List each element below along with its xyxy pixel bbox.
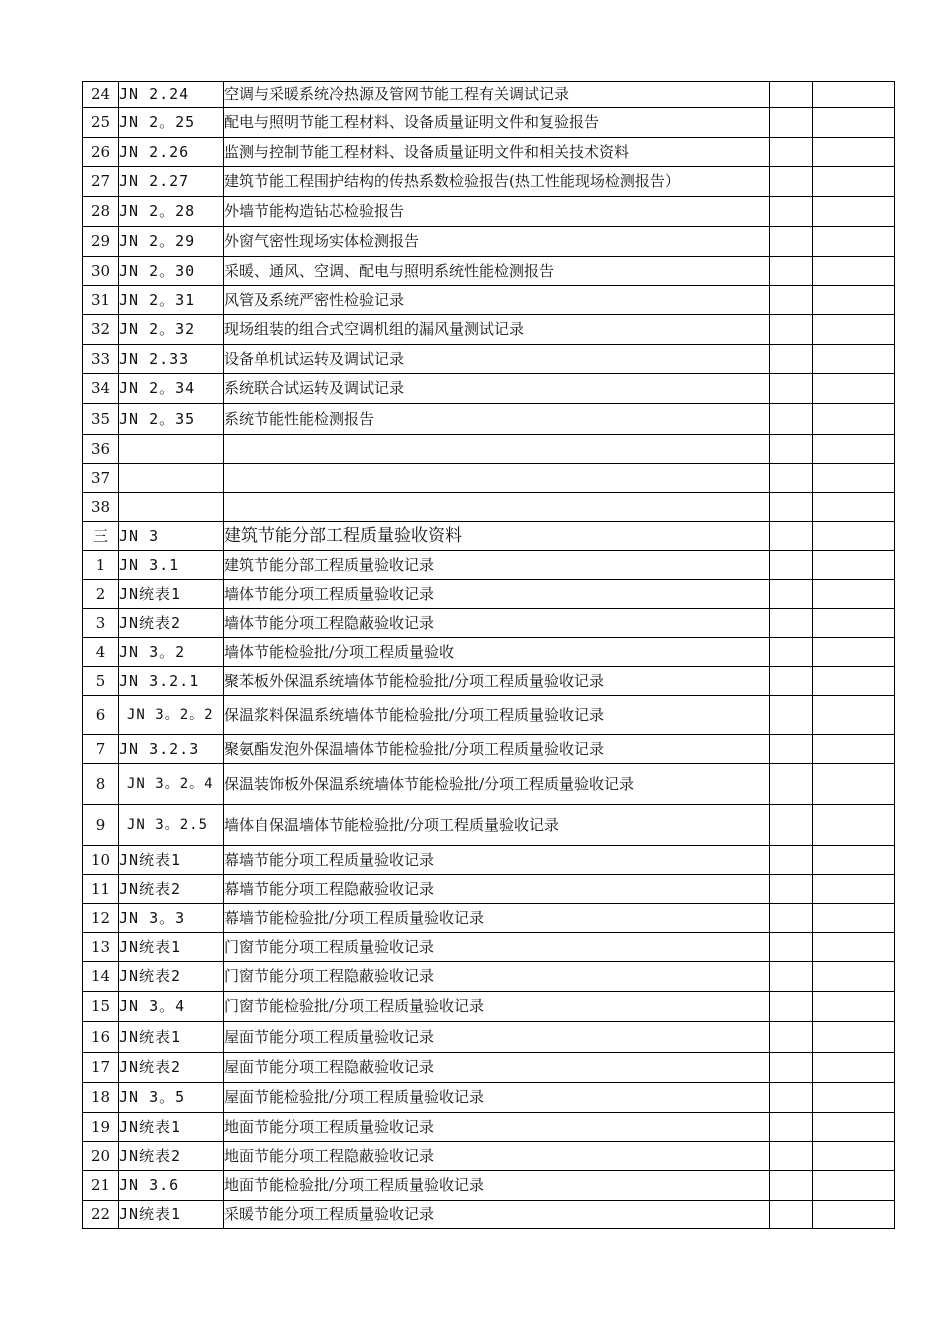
document-title-cell: 空调与采暖系统冷热源及管网节能工程有关调试记录 [224, 82, 770, 108]
row-number-cell: 16 [83, 1022, 119, 1053]
empty-cell [770, 805, 813, 846]
table-row [83, 138, 895, 167]
row-number-cell: 31 [83, 286, 119, 315]
empty-cell [770, 404, 813, 435]
row-number-cell: 三 [83, 522, 119, 551]
table-row [83, 933, 895, 962]
row-number-cell: 36 [83, 435, 119, 464]
table-row [83, 580, 895, 609]
row-number-cell: 33 [83, 345, 119, 374]
empty-cell [813, 696, 895, 735]
form-code-cell: JN 3。4 [119, 992, 224, 1022]
empty-cell [770, 875, 813, 904]
document-index-table [82, 81, 895, 1229]
empty-cell [813, 345, 895, 374]
form-code-cell: JN 2.24 [119, 82, 224, 108]
form-code-cell: JN统表1 [119, 580, 224, 609]
table-row [83, 638, 895, 667]
empty-cell [770, 1083, 813, 1113]
form-code-cell: JN统表1 [119, 1113, 224, 1142]
document-title-cell: 外窗气密性现场实体检测报告 [224, 227, 770, 257]
document-title-cell: 门窗节能分项工程隐蔽验收记录 [224, 962, 770, 992]
row-number-cell: 9 [83, 805, 119, 846]
empty-cell [813, 227, 895, 257]
empty-cell [813, 764, 895, 805]
empty-cell [813, 962, 895, 992]
row-number-cell: 15 [83, 992, 119, 1022]
document-title-cell: 墙体节能分项工程隐蔽验收记录 [224, 609, 770, 638]
empty-cell [770, 82, 813, 108]
document-title-cell: 墙体节能分项工程质量验收记录 [224, 580, 770, 609]
empty-cell [813, 1022, 895, 1053]
table-row [83, 875, 895, 904]
empty-cell [813, 805, 895, 846]
table-row [83, 962, 895, 992]
row-number-cell: 8 [83, 764, 119, 805]
form-code-cell: JN 3。2。4 [119, 764, 224, 805]
row-number-cell: 5 [83, 667, 119, 696]
row-number-cell: 11 [83, 875, 119, 904]
form-code-cell: JN统表1 [119, 846, 224, 875]
empty-cell [813, 167, 895, 197]
empty-cell [813, 992, 895, 1022]
document-title-cell: 门窗节能检验批/分项工程质量验收记录 [224, 992, 770, 1022]
empty-cell [813, 933, 895, 962]
table-row [83, 667, 895, 696]
empty-cell [813, 493, 895, 522]
form-code-cell: JN统表1 [119, 933, 224, 962]
table-row [83, 82, 895, 108]
form-code-cell: JN 2。28 [119, 197, 224, 227]
document-title-cell: 墙体自保温墙体节能检验批/分项工程质量验收记录 [224, 805, 770, 846]
row-number-cell: 37 [83, 464, 119, 493]
empty-cell [770, 1201, 813, 1229]
empty-cell [813, 1113, 895, 1142]
form-code-cell: JN 3 [119, 522, 224, 551]
table-row [83, 992, 895, 1022]
empty-cell [770, 962, 813, 992]
row-number-cell: 24 [83, 82, 119, 108]
table-row [83, 227, 895, 257]
table-row [83, 904, 895, 933]
empty-cell [770, 493, 813, 522]
document-title-cell: 地面节能检验批/分项工程质量验收记录 [224, 1171, 770, 1201]
document-title-cell: 地面节能分项工程隐蔽验收记录 [224, 1142, 770, 1171]
table-row [83, 374, 895, 404]
form-code-cell: JN 3.2.1 [119, 667, 224, 696]
empty-cell [770, 696, 813, 735]
form-code-cell: JN 2。29 [119, 227, 224, 257]
document-title-cell [224, 464, 770, 493]
document-title-cell: 幕墙节能检验批/分项工程质量验收记录 [224, 904, 770, 933]
form-code-cell: JN 3。2.5 [119, 805, 224, 846]
document-title-cell: 屋面节能检验批/分项工程质量验收记录 [224, 1083, 770, 1113]
empty-cell [813, 1083, 895, 1113]
empty-cell [770, 197, 813, 227]
empty-cell [813, 315, 895, 345]
document-title-cell [224, 435, 770, 464]
table-row [83, 464, 895, 493]
empty-cell [770, 735, 813, 764]
row-number-cell: 13 [83, 933, 119, 962]
form-code-cell: JN统表2 [119, 962, 224, 992]
document-title-cell: 墙体节能检验批/分项工程质量验收 [224, 638, 770, 667]
document-title-cell: 采暖、通风、空调、配电与照明系统性能检测报告 [224, 257, 770, 286]
form-code-cell: JN 3。2。2 [119, 696, 224, 735]
empty-cell [770, 227, 813, 257]
row-number-cell: 29 [83, 227, 119, 257]
row-number-cell: 26 [83, 138, 119, 167]
document-title-cell: 保温装饰板外保温系统墙体节能检验批/分项工程质量验收记录 [224, 764, 770, 805]
table-row [83, 1022, 895, 1053]
document-title-cell: 地面节能分项工程质量验收记录 [224, 1113, 770, 1142]
form-code-cell: JN 3.2.3 [119, 735, 224, 764]
form-code-cell [119, 435, 224, 464]
form-code-cell: JN 3。3 [119, 904, 224, 933]
row-number-cell: 7 [83, 735, 119, 764]
empty-cell [770, 464, 813, 493]
table-row [83, 257, 895, 286]
row-number-cell: 12 [83, 904, 119, 933]
form-code-cell [119, 464, 224, 493]
row-number-cell: 4 [83, 638, 119, 667]
document-title-cell: 建筑节能工程围护结构的传热系数检验报告(热工性能现场检测报告） [224, 167, 770, 197]
row-number-cell: 27 [83, 167, 119, 197]
row-number-cell: 3 [83, 609, 119, 638]
form-code-cell: JN 2。32 [119, 315, 224, 345]
empty-cell [813, 667, 895, 696]
document-title-cell: 幕墙节能分项工程质量验收记录 [224, 846, 770, 875]
empty-cell [770, 609, 813, 638]
row-number-cell: 34 [83, 374, 119, 404]
empty-cell [813, 197, 895, 227]
table-row [83, 404, 895, 435]
table-row [83, 764, 895, 805]
form-code-cell: JN统表1 [119, 1022, 224, 1053]
empty-cell [813, 257, 895, 286]
document-title-cell: 系统节能性能检测报告 [224, 404, 770, 435]
row-number-cell: 30 [83, 257, 119, 286]
table-row [83, 1201, 895, 1229]
row-number-cell: 1 [83, 551, 119, 580]
empty-cell [813, 638, 895, 667]
empty-cell [770, 167, 813, 197]
empty-cell [770, 764, 813, 805]
empty-cell [770, 257, 813, 286]
form-code-cell: JN 3.1 [119, 551, 224, 580]
document-title-cell: 风管及系统严密性检验记录 [224, 286, 770, 315]
table-row [83, 1083, 895, 1113]
empty-cell [813, 580, 895, 609]
empty-cell [770, 1113, 813, 1142]
empty-cell [770, 638, 813, 667]
row-number-cell: 20 [83, 1142, 119, 1171]
empty-cell [770, 1053, 813, 1083]
form-code-cell: JN统表2 [119, 609, 224, 638]
document-title-cell: 建筑节能分部工程质量验收资料 [224, 522, 770, 551]
empty-cell [770, 580, 813, 609]
row-number-cell: 38 [83, 493, 119, 522]
empty-cell [770, 551, 813, 580]
empty-cell [770, 1171, 813, 1201]
table-row [83, 1171, 895, 1201]
empty-cell [770, 345, 813, 374]
document-title-cell: 屋面节能分项工程质量验收记录 [224, 1022, 770, 1053]
empty-cell [813, 138, 895, 167]
form-code-cell: JN统表1 [119, 1201, 224, 1229]
empty-cell [813, 609, 895, 638]
form-code-cell: JN 3.6 [119, 1171, 224, 1201]
empty-cell [770, 315, 813, 345]
form-code-cell: JN 2。34 [119, 374, 224, 404]
document-title-cell: 保温浆料保温系统墙体节能检验批/分项工程质量验收记录 [224, 696, 770, 735]
empty-cell [813, 846, 895, 875]
empty-cell [813, 286, 895, 315]
table-row [83, 167, 895, 197]
table-row [83, 551, 895, 580]
row-number-cell: 18 [83, 1083, 119, 1113]
empty-cell [770, 108, 813, 138]
row-number-cell: 2 [83, 580, 119, 609]
empty-cell [813, 464, 895, 493]
table-row [83, 609, 895, 638]
form-code-cell: JN 2.27 [119, 167, 224, 197]
document-title-cell: 门窗节能分项工程质量验收记录 [224, 933, 770, 962]
document-title-cell: 聚氨酯发泡外保温墙体节能检验批/分项工程质量验收记录 [224, 735, 770, 764]
empty-cell [813, 1171, 895, 1201]
table-row [83, 1142, 895, 1171]
empty-cell [770, 933, 813, 962]
table-row [83, 735, 895, 764]
table-row [83, 197, 895, 227]
empty-cell [770, 435, 813, 464]
empty-cell [813, 108, 895, 138]
form-code-cell: JN统表2 [119, 875, 224, 904]
table-body [83, 82, 895, 1229]
empty-cell [770, 286, 813, 315]
empty-cell [813, 404, 895, 435]
empty-cell [813, 82, 895, 108]
table-row [83, 435, 895, 464]
document-title-cell: 现场组装的组合式空调机组的漏风量测试记录 [224, 315, 770, 345]
empty-cell [770, 992, 813, 1022]
row-number-cell: 10 [83, 846, 119, 875]
form-code-cell: JN 2.26 [119, 138, 224, 167]
document-title-cell: 采暖节能分项工程质量验收记录 [224, 1201, 770, 1229]
empty-cell [813, 875, 895, 904]
row-number-cell: 21 [83, 1171, 119, 1201]
row-number-cell: 25 [83, 108, 119, 138]
row-number-cell: 19 [83, 1113, 119, 1142]
row-number-cell: 17 [83, 1053, 119, 1083]
row-number-cell: 6 [83, 696, 119, 735]
table-row [83, 315, 895, 345]
empty-cell [770, 667, 813, 696]
row-number-cell: 14 [83, 962, 119, 992]
empty-cell [813, 435, 895, 464]
empty-cell [770, 522, 813, 551]
table-row [83, 846, 895, 875]
document-title-cell: 聚苯板外保温系统墙体节能检验批/分项工程质量验收记录 [224, 667, 770, 696]
empty-cell [770, 1022, 813, 1053]
empty-cell [770, 904, 813, 933]
form-code-cell: JN 2。35 [119, 404, 224, 435]
document-title-cell: 设备单机试运转及调试记录 [224, 345, 770, 374]
table-row [83, 345, 895, 374]
table-row [83, 522, 895, 551]
row-number-cell: 28 [83, 197, 119, 227]
table-row [83, 493, 895, 522]
empty-cell [813, 374, 895, 404]
form-code-cell: JN 2。30 [119, 257, 224, 286]
document-title-cell: 幕墙节能分项工程隐蔽验收记录 [224, 875, 770, 904]
empty-cell [813, 1142, 895, 1171]
form-code-cell: JN 2.33 [119, 345, 224, 374]
row-number-cell: 35 [83, 404, 119, 435]
document-title-cell: 监测与控制节能工程材料、设备质量证明文件和相关技术资料 [224, 138, 770, 167]
empty-cell [813, 1201, 895, 1229]
table-row [83, 696, 895, 735]
document-title-cell [224, 493, 770, 522]
document-title-cell: 建筑节能分部工程质量验收记录 [224, 551, 770, 580]
empty-cell [813, 904, 895, 933]
empty-cell [770, 846, 813, 875]
document-title-cell: 外墙节能构造钻芯检验报告 [224, 197, 770, 227]
empty-cell [813, 551, 895, 580]
form-code-cell: JN 3。5 [119, 1083, 224, 1113]
empty-cell [770, 1142, 813, 1171]
empty-cell [770, 374, 813, 404]
document-title-cell: 配电与照明节能工程材料、设备质量证明文件和复验报告 [224, 108, 770, 138]
table-row [83, 1113, 895, 1142]
empty-cell [813, 522, 895, 551]
table-row [83, 108, 895, 138]
row-number-cell: 32 [83, 315, 119, 345]
empty-cell [770, 138, 813, 167]
form-code-cell [119, 493, 224, 522]
table-row [83, 805, 895, 846]
table-row [83, 286, 895, 315]
document-title-cell: 屋面节能分项工程隐蔽验收记录 [224, 1053, 770, 1083]
document-title-cell: 系统联合试运转及调试记录 [224, 374, 770, 404]
empty-cell [813, 1053, 895, 1083]
form-code-cell: JN 2。31 [119, 286, 224, 315]
form-code-cell: JN统表2 [119, 1053, 224, 1083]
empty-cell [813, 735, 895, 764]
form-code-cell: JN 3。2 [119, 638, 224, 667]
form-code-cell: JN统表2 [119, 1142, 224, 1171]
row-number-cell: 22 [83, 1201, 119, 1229]
form-code-cell: JN 2。25 [119, 108, 224, 138]
table-row [83, 1053, 895, 1083]
